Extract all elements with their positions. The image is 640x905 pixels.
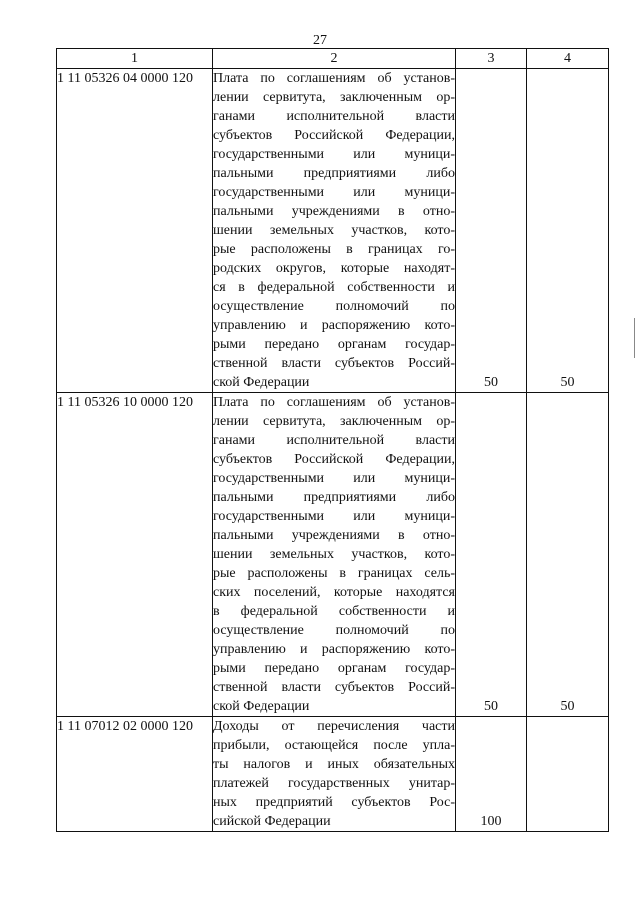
budget-code-cell: 1 11 07012 02 0000 120 — [57, 717, 213, 832]
description-line: шении земельных участков, кото- — [213, 223, 455, 238]
amount-col-4-cell — [527, 717, 609, 832]
description-line: родских округов, которые находят- — [213, 261, 455, 276]
description-line: рыми передано органам государ- — [213, 337, 455, 352]
description-line: осуществление полномочий по — [213, 299, 455, 314]
budget-code-cell: 1 11 05326 04 0000 120 — [57, 69, 213, 393]
description-line: пальными учреждениями в отно- — [213, 528, 455, 543]
description-line: государственными или муници- — [213, 185, 455, 200]
page-number: 27 — [313, 33, 327, 48]
description-line: Плата по соглашениям об установ- — [213, 395, 455, 410]
description-line: пальными предприятиями либо — [213, 166, 455, 181]
description-line: субъектов Российской Федерации, — [213, 128, 455, 143]
description-line: управлению и распоряжению кото- — [213, 318, 455, 333]
header-col-3: 3 — [456, 49, 527, 69]
description-line: ганами исполнительной власти — [213, 109, 455, 124]
budget-code-cell: 1 11 05326 10 0000 120 — [57, 393, 213, 717]
description-line: ской Федерации — [213, 375, 310, 390]
description-line: ственной власти субъектов Россий- — [213, 680, 455, 695]
description-line: государственными или муници- — [213, 147, 455, 162]
description-line: лении сервитута, заключенным ор- — [213, 414, 455, 429]
table-header-row — [57, 49, 609, 69]
description-line: ты налогов и иных обязательных — [213, 757, 455, 772]
description-line: платежей государственных унитар- — [213, 776, 455, 791]
header-col-2: 2 — [213, 49, 456, 69]
description-line: лении сервитута, заключенным ор- — [213, 90, 455, 105]
description-line: ских поселений, которые находятся — [213, 585, 455, 600]
description-line: субъектов Российской Федерации, — [213, 452, 455, 467]
description-line: государственными или муници- — [213, 471, 455, 486]
description-line: Плата по соглашениям об установ- — [213, 71, 455, 86]
description-line: в федеральной собственности и — [213, 604, 455, 619]
header-col-1: 1 — [57, 49, 213, 69]
description-line: осуществление полномочий по — [213, 623, 455, 638]
description-line: сийской Федерации — [213, 814, 331, 829]
description-line: пальными учреждениями в отно- — [213, 204, 455, 219]
description-line: пальными предприятиями либо — [213, 490, 455, 505]
description-line: ской Федерации — [213, 699, 310, 714]
scan-edge-line — [634, 318, 635, 358]
amount-col-3-cell: 100 — [456, 717, 527, 832]
amount-col-3-cell: 50 — [456, 393, 527, 717]
description-line: рые расположены в границах го- — [213, 242, 455, 257]
amount-col-3-cell: 50 — [456, 69, 527, 393]
description-line: ственной власти субъектов Россий- — [213, 356, 455, 371]
description-line: государственными или муници- — [213, 509, 455, 524]
amount-col-4-cell: 50 — [527, 69, 609, 393]
description-line: ных предприятий субъектов Рос- — [213, 795, 455, 810]
header-col-4: 4 — [527, 49, 609, 69]
description-line: ся в федеральной собственности и — [213, 280, 455, 295]
description-cell — [213, 717, 456, 832]
description-line: управлению и распоряжению кото- — [213, 642, 455, 657]
table-row — [57, 69, 609, 393]
description-cell — [213, 393, 456, 717]
description-cell — [213, 69, 456, 393]
budget-table — [56, 48, 609, 832]
table-row — [57, 717, 609, 832]
description-line: рые расположены в границах сель- — [213, 566, 455, 581]
amount-col-4-cell: 50 — [527, 393, 609, 717]
description-line: рыми передано органам государ- — [213, 661, 455, 676]
description-line: Доходы от перечисления части — [213, 719, 455, 734]
table-row — [57, 393, 609, 717]
description-line: шении земельных участков, кото- — [213, 547, 455, 562]
description-line: ганами исполнительной власти — [213, 433, 455, 448]
description-line: прибыли, остающейся после упла- — [213, 738, 455, 753]
